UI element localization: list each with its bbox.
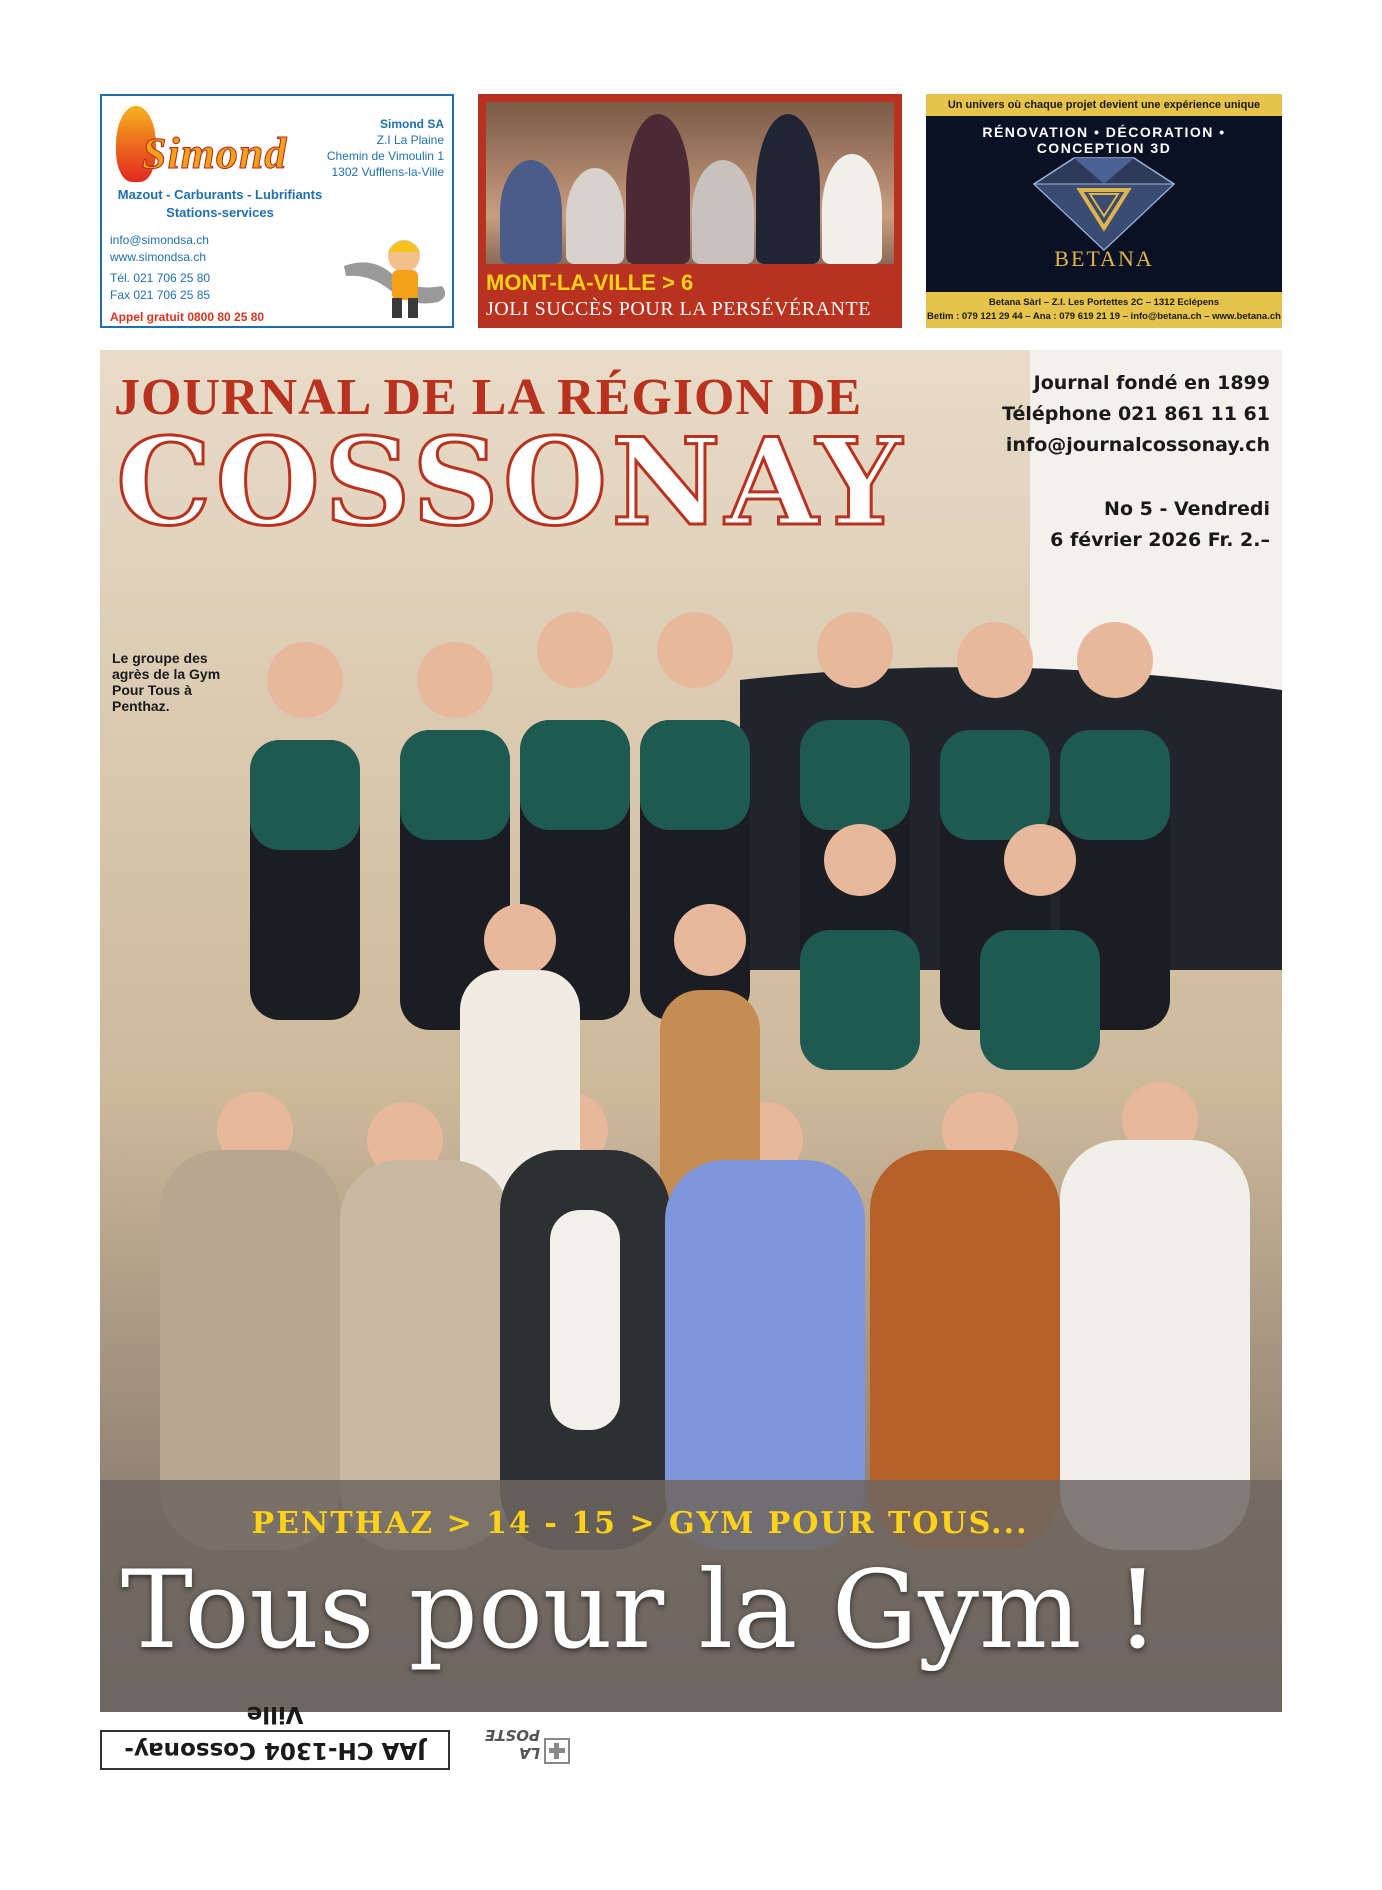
- swiss-cross-icon: [544, 1738, 570, 1764]
- founded-line: Journal fondé en 1899: [1033, 372, 1270, 394]
- masthead-info: [1002, 368, 1270, 461]
- issue-info: [1050, 494, 1270, 556]
- simond-tel: Tél. 021 706 25 80: [110, 271, 211, 285]
- betana-services: RÉNOVATION • DÉCORATION • CONCEPTION 3D: [982, 124, 1226, 156]
- simond-address-line: Chemin de Vimoulin 1: [326, 149, 444, 163]
- simond-email[interactable]: info@simondsa.ch: [110, 233, 209, 247]
- postage-box: [100, 1701, 450, 1770]
- simond-logo: [112, 106, 316, 186]
- simond-address: [327, 116, 444, 180]
- simond-logo-text: Simond: [142, 129, 288, 178]
- issue-number: No 5 - Vendredi: [1104, 498, 1270, 520]
- betana-brand: BETANA: [1054, 246, 1154, 271]
- mont-la-ville-photo: [486, 102, 894, 264]
- betana-contact: [926, 292, 1282, 328]
- simond-contact: [110, 232, 210, 304]
- betana-ad[interactable]: [926, 94, 1282, 328]
- simond-free-call: Appel gratuit 0800 80 25 80: [110, 310, 265, 324]
- simond-company: Simond SA: [379, 117, 444, 131]
- simond-tagline: [110, 186, 330, 222]
- phone-line: Téléphone 021 861 11 61: [1002, 403, 1270, 425]
- la-poste-text: LA POSTE: [484, 1726, 540, 1762]
- simond-website[interactable]: www.simondsa.ch: [110, 250, 207, 264]
- la-poste-logo: [474, 1726, 570, 1766]
- mascot-icon: [342, 226, 452, 322]
- email-line[interactable]: info@journalcossonay.ch: [1005, 434, 1270, 456]
- mont-la-ville-kicker: MONT-LA-VILLE > 6: [486, 270, 694, 295]
- simond-address-line: 1302 Vufflens-la-Ville: [331, 165, 444, 179]
- betana-contact-line-2: Betim : 079 121 29 44 – Ana : 079 619 21 19 – info@betana.ch – www.betana.ch: [927, 311, 1281, 322]
- mont-la-ville-title: JOLI SUCCÈS POUR LA PERSÉVÉRANTE: [486, 298, 871, 320]
- cover-kicker: PENTHAZ > 14 - 15 > GYM POUR TOUS...: [251, 1506, 1029, 1541]
- cover-headline: Tous pour la Gym !: [120, 1548, 1160, 1673]
- photo-caption: Le groupe des agrès de la Gym Pour Tous à Penthaz.: [112, 650, 221, 714]
- simond-tagline-2: Stations-services: [166, 205, 274, 220]
- cover-photo-section: [100, 350, 1282, 1712]
- betana-top-line: Un univers où chaque projet devient une expérience unique: [926, 94, 1282, 116]
- simond-address-line: Z.I La Plaine: [376, 133, 444, 147]
- betana-contact-line-1: Betana Sàrl – Z.I. Les Portettes 2C – 1312 Eclépens: [988, 297, 1220, 308]
- simond-ad[interactable]: [100, 94, 454, 328]
- simond-tagline-1: Mazout - Carburants - Lubrifiants: [117, 187, 323, 202]
- postage-address: JAA CH-1304 Cossonay-Ville: [124, 1701, 426, 1763]
- masthead-journal: JOURNAL DE LA RÉGION DE: [114, 369, 863, 426]
- mont-la-ville-teaser[interactable]: [478, 94, 902, 328]
- masthead-city: COSSONAY: [116, 412, 906, 553]
- simond-fax: Fax 021 706 25 85: [110, 288, 211, 302]
- issue-date-price: 6 février 2026 Fr. 2.–: [1050, 529, 1270, 551]
